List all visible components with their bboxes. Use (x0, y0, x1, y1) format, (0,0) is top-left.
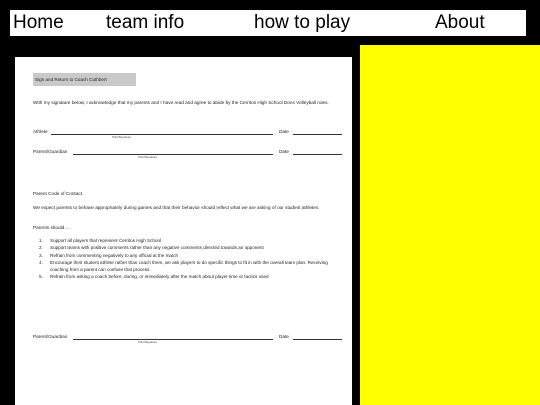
code-intro: We expect parents to behave appropriately during games and that their behavior should reflect what we are asking of our student athletes. (33, 205, 320, 210)
parent-date-label: Date (279, 334, 289, 339)
rule-number: 4. (39, 259, 43, 265)
rule-text: Refrain from asking a coach before, during, or immediately after the match about player time or tactics used (50, 274, 269, 280)
athlete-date-label: Date (279, 129, 289, 134)
list-item (39, 259, 339, 274)
rule-text: Support all players that represent Cerritos High School (50, 238, 162, 243)
nav-home[interactable]: Home (13, 12, 64, 33)
list-item (39, 273, 339, 280)
rule-number: 1. (39, 238, 43, 243)
parents-should-label: Parents should…. (33, 225, 71, 230)
rule-number: 5. (39, 274, 43, 280)
document-page (15, 57, 352, 405)
nav-team-info[interactable]: team info (106, 12, 185, 33)
athlete-signature-row (33, 128, 344, 140)
rule-number: 3. (39, 252, 43, 258)
list-item (39, 237, 339, 244)
parent-date-line (293, 154, 342, 155)
parent-date-line (293, 339, 342, 340)
acknowledgement-text: With my signature below, I acknowledge that my parents and I have read and agree to abide by the Cerritos High School Dons Volleyball rules. (33, 100, 329, 105)
parent-signature-row (33, 148, 344, 160)
rule-text: Refrain from commenting negatively to any official at the match (50, 252, 179, 258)
athlete-date-line (293, 134, 342, 135)
parent-print-hint: Print/Signature (138, 340, 158, 344)
parent-date-label: Date (279, 149, 289, 154)
parent-signature-line (73, 154, 273, 155)
document-header: Sign and Return to Coach Cuthbert (33, 73, 136, 86)
athlete-label: Athlete (33, 129, 48, 134)
nav-about[interactable]: About (435, 12, 485, 33)
rules-list (39, 237, 339, 281)
rule-text: Support teams with positive comments rather than any negative comments directed towards an opponent (50, 245, 264, 251)
yellow-panel (360, 45, 540, 405)
parent-signature-line (73, 339, 273, 340)
nav-bar (10, 10, 526, 36)
parent-label: Parent/Guardian (33, 334, 68, 339)
list-item (39, 252, 339, 259)
parent-label: Parent/Guardian (33, 149, 68, 154)
parent-print-hint: Print/Signature (138, 155, 158, 159)
athlete-print-hint: Print/Signature (112, 135, 132, 139)
rule-number: 2. (39, 245, 43, 251)
parent-signature-row-bottom (33, 333, 344, 345)
rule-text: Encourage their student athlete rather than coach them, we ask players to do specific things to fit in with the overall team plan. Receiving coaching from a parent can confuse that process. (50, 259, 328, 273)
code-title: Parent Code of Contact (33, 191, 82, 196)
list-item (39, 244, 339, 251)
nav-how-to-play[interactable]: how to play (254, 12, 351, 33)
athlete-signature-line (51, 134, 273, 135)
